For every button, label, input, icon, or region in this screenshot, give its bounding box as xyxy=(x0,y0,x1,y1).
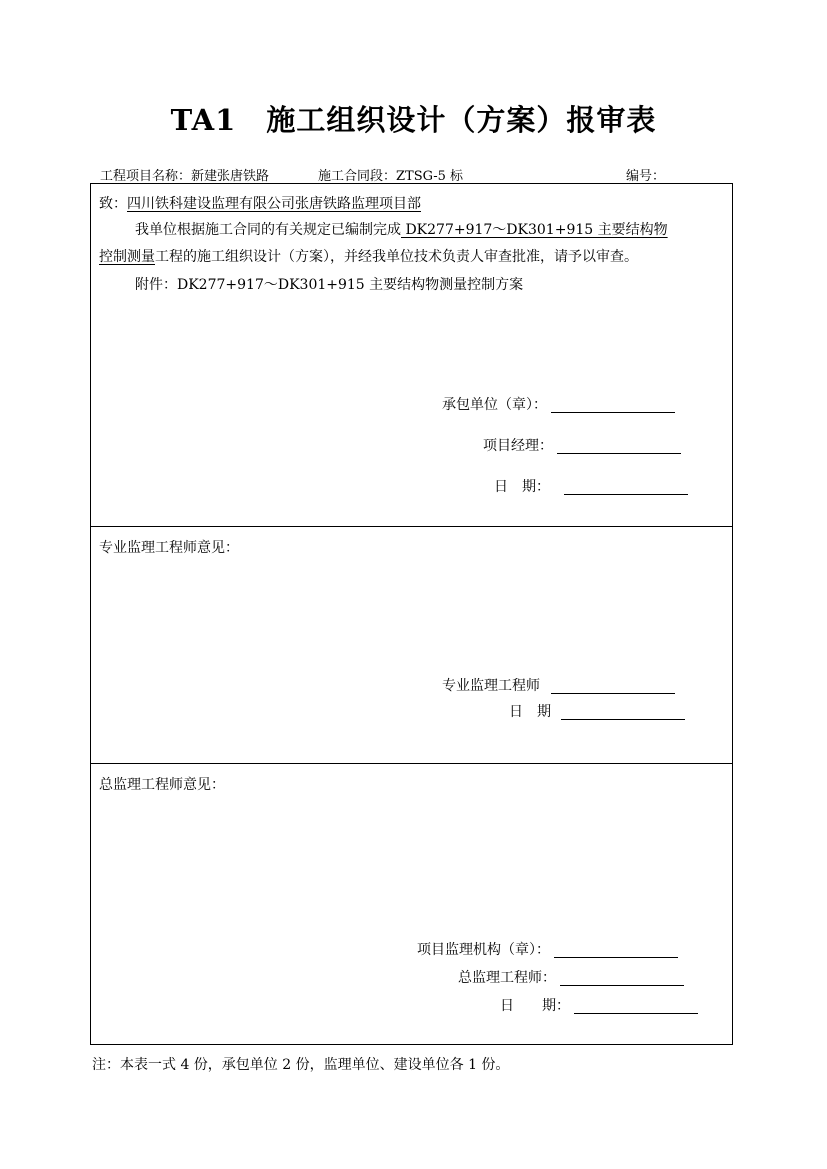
contract-section: 施工合同段：ZTSG-5 标 xyxy=(318,169,464,184)
section-divider xyxy=(91,526,732,527)
body-line-1 xyxy=(135,219,668,239)
engineer-label: 专业监理工程师 xyxy=(442,678,540,694)
engineer-opinion-heading: 专业监理工程师意见： xyxy=(99,540,239,556)
org-signature-blank[interactable] xyxy=(554,943,678,958)
date-label: 日 期： xyxy=(494,479,550,495)
date-label: 日 期： xyxy=(500,998,570,1014)
contractor-label: 承包单位（章）： xyxy=(442,397,547,413)
body-line-2 xyxy=(99,246,638,266)
chief-signature-row xyxy=(458,967,684,987)
scope-text: DK277+917～DK301+915 主要结构物 xyxy=(401,222,668,238)
form-title: TA1 施工组织设计（方案）报审表 xyxy=(170,103,657,137)
engineer-signature-blank[interactable] xyxy=(551,679,675,694)
project-name: 工程项目名称：新建张唐铁路 xyxy=(100,169,270,184)
date-row-2 xyxy=(509,701,685,721)
date-label: 日 期 xyxy=(509,704,551,720)
attachment-line: 附件：DK277+917～DK301+915 主要结构物测量控制方案 xyxy=(135,277,524,293)
scope-text-cont: 控制测量 xyxy=(99,249,155,265)
date-blank-1[interactable] xyxy=(564,480,688,495)
org-signature-row xyxy=(417,939,678,959)
manager-signature-row xyxy=(483,435,681,455)
body-text: 我单位根据施工合同的有关规定已编制完成 xyxy=(135,222,401,238)
date-row-3 xyxy=(500,995,698,1015)
section-divider xyxy=(91,763,732,764)
date-row-1 xyxy=(494,476,688,496)
date-blank-3[interactable] xyxy=(574,999,698,1014)
addressee xyxy=(99,193,421,213)
form-table xyxy=(90,183,733,1045)
footer-note: 注：本表一式 4 份，承包单位 2 份，监理单位、建设单位各 1 份。 xyxy=(92,1057,510,1073)
chief-signature-blank[interactable] xyxy=(560,971,684,986)
manager-label: 项目经理： xyxy=(483,438,553,454)
contractor-signature-blank[interactable] xyxy=(551,398,675,413)
addressee-org: 四川铁科建设监理有限公司张唐铁路监理项目部 xyxy=(127,196,421,212)
chief-label: 总监理工程师： xyxy=(458,970,556,986)
contractor-signature-row xyxy=(442,394,675,414)
chief-opinion-heading: 总监理工程师意见： xyxy=(99,777,225,793)
engineer-signature-row xyxy=(442,675,675,695)
org-label: 项目监理机构（章）： xyxy=(417,942,550,958)
serial-number-label: 编号： xyxy=(626,169,666,184)
manager-signature-blank[interactable] xyxy=(557,439,681,454)
body-text-cont: 工程的施工组织设计（方案），并经我单位技术负责人审查批准，请予以审查。 xyxy=(155,249,638,265)
date-blank-2[interactable] xyxy=(561,705,685,720)
addressee-prefix: 致： xyxy=(99,196,127,212)
